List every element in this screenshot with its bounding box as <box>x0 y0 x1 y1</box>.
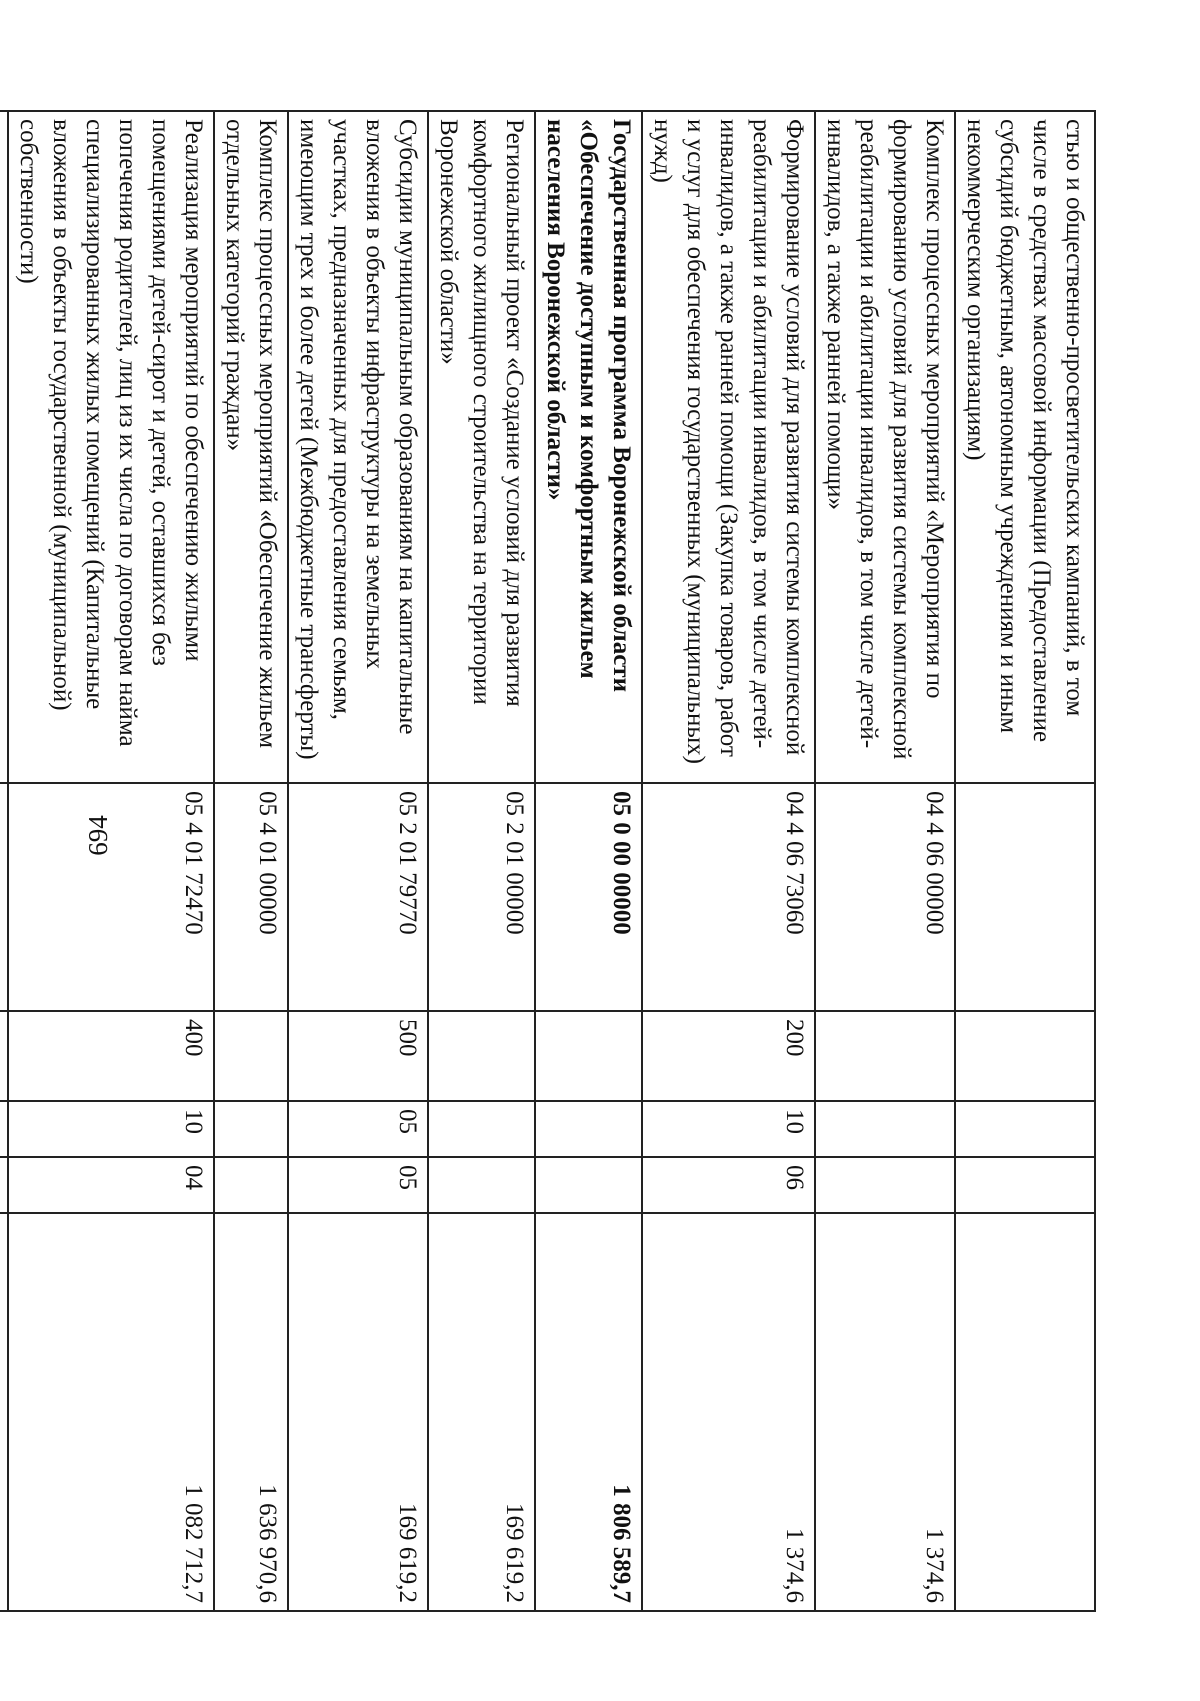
budget-table <box>0 110 1096 1612</box>
table-row <box>288 111 428 1611</box>
cell-pr: 06 <box>642 1157 815 1213</box>
cell-rz: 10 <box>8 1101 214 1157</box>
cell-name: Комплекс процессных мероприятий «Обеспечение жильем отдельных категорий граждан» <box>214 111 288 783</box>
cell-vr <box>815 1011 955 1101</box>
cell-amount: 1 374,6 <box>815 1213 955 1611</box>
cell-code <box>955 783 1095 1011</box>
cell-code: 04 4 06 73060 <box>642 783 815 1011</box>
table-row <box>214 111 288 1611</box>
cell-pr <box>815 1157 955 1213</box>
cell-vr: 200 <box>642 1011 815 1101</box>
table-row <box>428 111 535 1611</box>
cell-vr: 400 <box>8 1011 214 1101</box>
cell-pr: 05 <box>288 1157 428 1213</box>
cell-rz <box>428 1101 535 1157</box>
cell-amount: 1 374,6 <box>642 1213 815 1611</box>
cell-rz <box>214 1101 288 1157</box>
cell-code <box>0 783 8 1011</box>
table-row <box>815 111 955 1611</box>
cell-rz <box>815 1101 955 1157</box>
cell-rz <box>0 1101 8 1157</box>
cell-vr <box>535 1011 642 1101</box>
cell-name: Формирование условий для развития системы комплексной реабилитации и абилитации инвалидов, в том числе детей-инвалидов, а также ранней помощи (Закупка товаров, работ и услуг для обеспечения государственных (муниципальных) нужд) <box>642 111 815 783</box>
cell-amount: 169 619,2 <box>428 1213 535 1611</box>
page-number: 694 <box>82 815 113 856</box>
cell-amount <box>0 1213 8 1611</box>
cell-pr <box>955 1157 1095 1213</box>
cell-code: 05 2 01 79770 <box>288 783 428 1011</box>
cell-name: стью и общественно-просветительских кампаний, в том числе в средствах массовой информации (Предоставление субсидий бюджетным, автономным учреждениям и иным некоммерческим организациям) <box>955 111 1095 783</box>
table-row <box>955 111 1095 1611</box>
cell-pr <box>428 1157 535 1213</box>
cell-name: Реализация мероприятий по обеспечению жилыми помещениями детей-сирот и детей, оставшихся без попечения родителей, лиц из их числа по договорам найма специализированных жилых помещений (Капитальные вложения в объекты государственной (муниципальной) собственности) <box>8 111 214 783</box>
cell-code: 05 4 01 00000 <box>214 783 288 1011</box>
cell-name <box>0 111 8 783</box>
cell-code: 05 0 00 00000 <box>535 783 642 1011</box>
cell-amount <box>955 1213 1095 1611</box>
cell-vr: 500 <box>288 1011 428 1101</box>
table-row <box>0 111 8 1611</box>
cell-rz: 10 <box>642 1101 815 1157</box>
cell-vr <box>955 1011 1095 1101</box>
cell-pr: 04 <box>8 1157 214 1213</box>
cell-name: Государственная программа Воронежской области «Обеспечение доступным и комфортным жильем населения Воронежской области» <box>535 111 642 783</box>
cell-name: Региональный проект «Создание условий для развития комфортного жилищного строительства на территории Воронежской области» <box>428 111 535 783</box>
cell-amount: 169 619,2 <box>288 1213 428 1611</box>
cell-name: Субсидии муниципальным образованиям на капитальные вложения в объекты инфраструктуры на земельных участках, предназначенных для предоставления семьям, имеющим трех и более детей (Межбюджетные трансферты) <box>288 111 428 783</box>
cell-pr <box>535 1157 642 1213</box>
cell-code: 04 4 06 00000 <box>815 783 955 1011</box>
cell-name: Комплекс процессных мероприятий «Мероприятия по формированию условий для развития системы комплексной реабилитации и абилитации инвалидов, в том числе детей-инвалидов, а также ранней помощи» <box>815 111 955 783</box>
cell-code: 05 2 01 00000 <box>428 783 535 1011</box>
table-row <box>535 111 642 1611</box>
cell-code: 05 4 01 72470 <box>8 783 214 1011</box>
cell-vr <box>428 1011 535 1101</box>
table-row <box>642 111 815 1611</box>
cell-amount: 1 636 970,6 <box>214 1213 288 1611</box>
cell-rz <box>535 1101 642 1157</box>
cell-pr <box>0 1157 8 1213</box>
cell-rz: 05 <box>288 1101 428 1157</box>
cell-amount: 1 806 589,7 <box>535 1213 642 1611</box>
cell-rz <box>955 1101 1095 1157</box>
cell-vr <box>0 1011 8 1101</box>
cell-amount: 1 082 712,7 <box>8 1213 214 1611</box>
cell-vr <box>214 1011 288 1101</box>
cell-pr <box>214 1157 288 1213</box>
table-row <box>8 111 214 1611</box>
